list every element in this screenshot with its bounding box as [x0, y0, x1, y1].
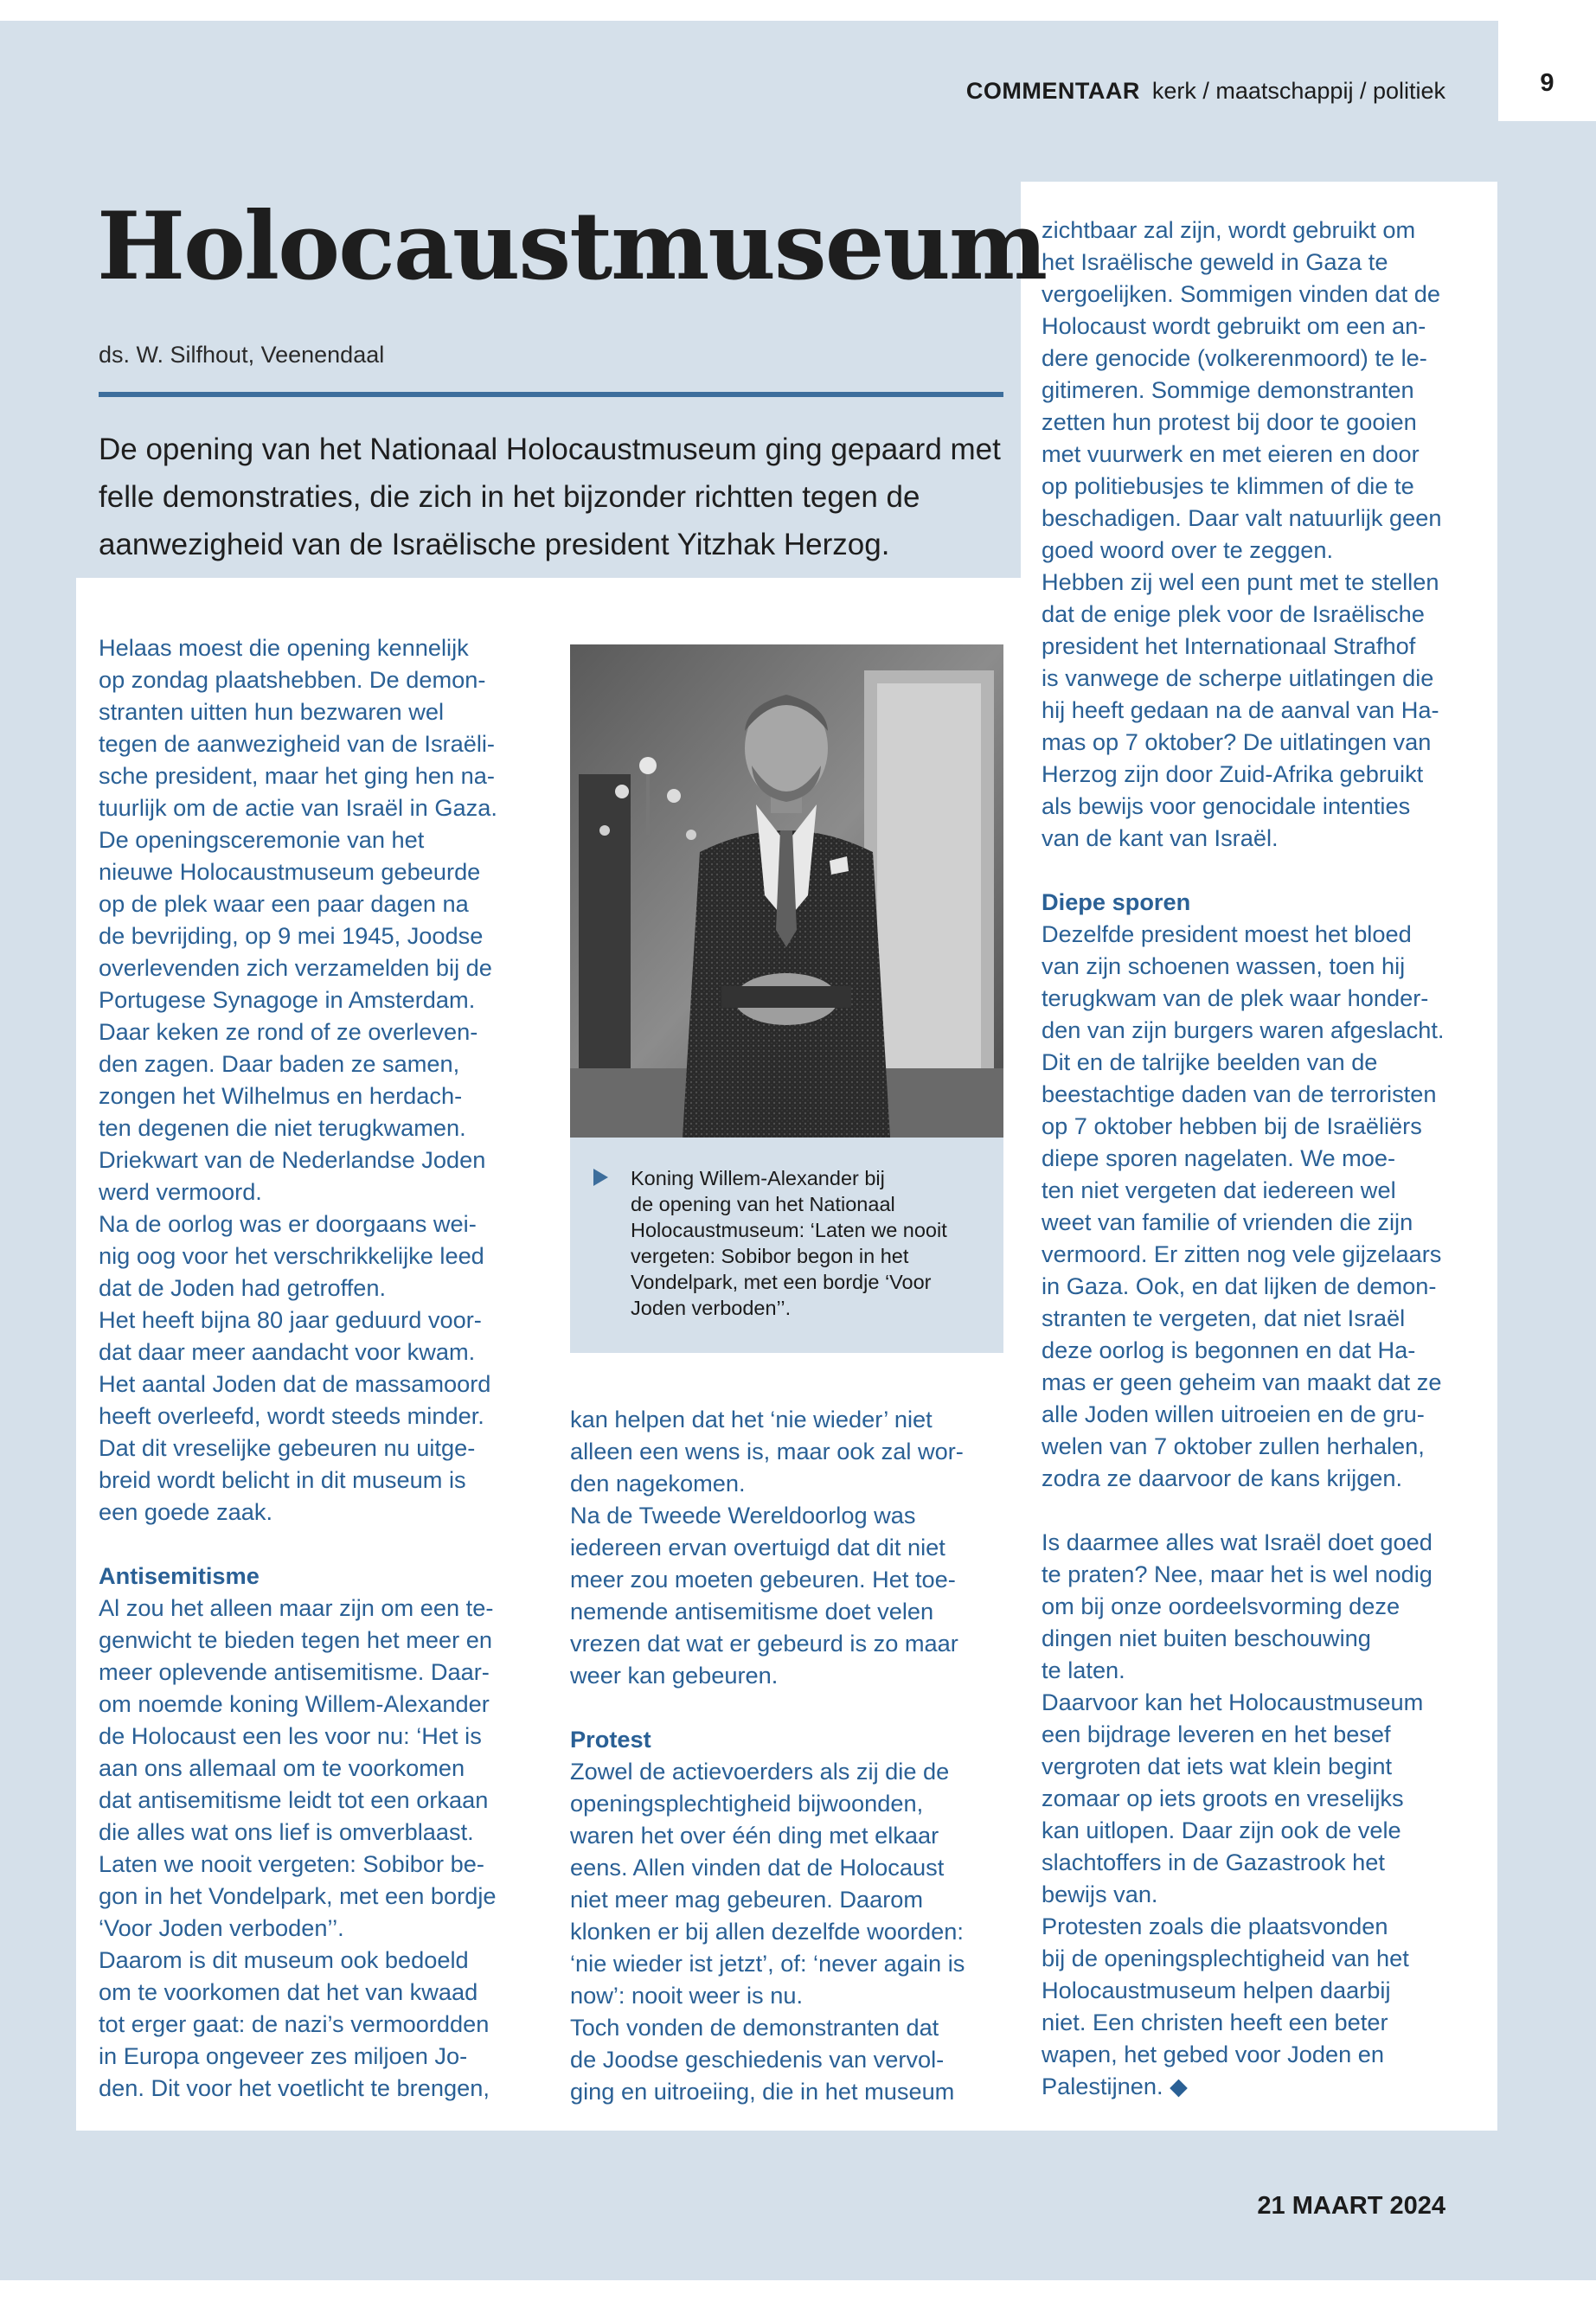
text-line: tot erger gaat: de nazi’s vermoordden	[99, 2010, 490, 2037]
text-line: welen van 7 oktober zullen herhalen,	[1042, 1433, 1425, 1459]
paragraph-spacer	[570, 1691, 1003, 1723]
text-line: Holocaust wordt gebruikt om een an-	[1042, 312, 1426, 339]
text-line: terugkwam van de plek waar honder-	[1042, 984, 1429, 1011]
text-line: nig oog voor het verschrikkelijke leed	[99, 1242, 484, 1269]
text-line: openingsplechtigheid bijwoonden,	[570, 1790, 924, 1817]
text-line: ten degenen die niet terugkwamen.	[99, 1114, 466, 1141]
text-line: dere genocide (volkerenmoord) te le-	[1042, 344, 1427, 371]
text-line: Het heeft bijna 80 jaar geduurd voor-	[99, 1306, 482, 1333]
text-line: in Gaza. Ook, en dat lijken de demon-	[1042, 1272, 1437, 1299]
section-heading: Protest	[570, 1726, 651, 1753]
text-line: Daar keken ze rond of ze overleven-	[99, 1018, 478, 1045]
text-line: op zondag plaatshebben. De demon-	[99, 666, 486, 693]
text-line: ‘nie wieder ist jetzt’, of: ‘never again is	[570, 1950, 965, 1977]
text-line: heeft overleefd, wordt steeds minder.	[99, 1402, 484, 1429]
text-line: als bewijs voor genocidale intenties	[1042, 792, 1411, 819]
text-line: ging en uitroeiing, die in het museum	[570, 2078, 955, 2105]
text-line: dat de enige plek voor de Israëlische	[1042, 600, 1425, 627]
text-line: Protesten zoals die plaatsvonden	[1042, 1913, 1388, 1939]
text-line: te praten? Nee, maar het is wel nodig	[1042, 1561, 1433, 1587]
text-line: vrezen dat wat er gebeurd is zo maar	[570, 1630, 958, 1657]
paragraph-spacer	[1042, 854, 1483, 886]
text-line: alle Joden willen uitroeien en de gru-	[1042, 1400, 1425, 1427]
text-line: op politiebusjes te klimmen of die te	[1042, 472, 1414, 499]
article-column-1	[99, 631, 540, 2104]
text-line: zodra ze daarvoor de kans krijgen.	[1042, 1465, 1403, 1491]
text-line: de Joodse geschiedenis van vervol-	[570, 2046, 945, 2073]
text-line: zichtbaar zal zijn, wordt gebruikt om	[1042, 216, 1416, 243]
text-line: nieuwe Holocaustmuseum gebeurde	[99, 858, 481, 885]
text-line: alleen een wens is, maar ook zal wor-	[570, 1438, 964, 1465]
text-line: kan uitlopen. Daar zijn ook de vele	[1042, 1817, 1401, 1843]
publication-date: 21 MAART 2024	[1257, 2192, 1445, 2220]
article-author: ds. W. Silfhout, Veenendaal	[99, 342, 385, 368]
article-column-3	[1042, 214, 1483, 2102]
text-line: now’: nooit weer is nu.	[570, 1982, 803, 2009]
text-line: goed woord over te zeggen.	[1042, 536, 1334, 563]
text-line: De openingsceremonie van het	[99, 826, 425, 853]
text-line: is vanwege de scherpe uitlatingen die	[1042, 664, 1434, 691]
text-line: waren het over één ding met elkaar	[570, 1822, 939, 1849]
text-line: bij de openingsplechtigheid van het	[1042, 1945, 1409, 1971]
text-line: zongen het Wilhelmus en herdach-	[99, 1082, 463, 1109]
text-line: het Israëlische geweld in Gaza te	[1042, 248, 1388, 275]
caption-arrow-icon	[593, 1169, 608, 1186]
text-line: aan ons allemaal om te voorkomen	[99, 1754, 465, 1781]
text-line: den zagen. Daar baden ze samen,	[99, 1050, 460, 1077]
text-line: Toch vonden de demonstranten dat	[570, 2014, 939, 2041]
text-line: stranten te vergeten, dat niet Israël	[1042, 1304, 1406, 1331]
text-line: Al zou het alleen maar zijn om een te-	[99, 1594, 494, 1621]
section-heading: Diepe sporen	[1042, 888, 1191, 915]
text-line: ‘Voor Joden verboden’’.	[99, 1914, 344, 1941]
article-title: Holocaustmuseum	[97, 192, 1047, 301]
text-line: nemende antisemitisme doet velen	[570, 1598, 934, 1625]
text-line: Na de oorlog was er doorgaans wei-	[99, 1210, 477, 1237]
text-line: genwicht te bieden tegen het meer en	[99, 1626, 492, 1653]
text-line: Daarom is dit museum ook bedoeld	[99, 1946, 469, 1973]
text-line: gon in het Vondelpark, met een bordje	[99, 1882, 497, 1909]
text-line: hij heeft gedaan na de aanval van Ha-	[1042, 696, 1439, 723]
text-line: een goede zaak.	[99, 1498, 273, 1525]
page-number: 9	[1540, 69, 1554, 97]
section-heading: Antisemitisme	[99, 1562, 260, 1589]
text-line: overlevenden zich verzamelden bij de	[99, 954, 492, 981]
photo-caption-box	[570, 1138, 1003, 1353]
text-line: Portugese Synagoge in Amsterdam.	[99, 986, 476, 1013]
text-line: in Europa ongeveer zes miljoen Jo-	[99, 2042, 468, 2069]
text-line: werd vermoord.	[99, 1178, 262, 1205]
paragraph-spacer	[99, 1528, 540, 1560]
page-number-box	[1498, 21, 1596, 121]
article-photo	[570, 644, 1003, 1138]
text-line: de Holocaust een les voor nu: ‘Het is	[99, 1722, 482, 1749]
text-line: breid wordt belicht in dit museum is	[99, 1466, 466, 1493]
text-line: vergroten dat iets wat klein begint	[1042, 1753, 1393, 1779]
text-line: Dat dit vreselijke gebeuren nu uitge-	[99, 1434, 476, 1461]
text-line: beestachtige daden van de terroristen	[1042, 1080, 1437, 1107]
text-line: van zijn schoenen wassen, toen hij	[1042, 952, 1406, 979]
text-line: Palestijnen. ◆	[1042, 2073, 1189, 2099]
text-line: Hebben zij wel een punt met te stellen	[1042, 568, 1439, 595]
text-line: den nagekomen.	[570, 1470, 746, 1497]
text-line: die alles wat ons lief is omverblaast.	[99, 1818, 474, 1845]
text-line: sche president, maar het ging hen na-	[99, 762, 495, 789]
text-line: meer zou moeten gebeuren. Het toe-	[570, 1566, 956, 1593]
text-line: op 7 oktober hebben bij de Israëliërs	[1042, 1112, 1422, 1139]
text-line: dat antisemitisme leidt tot een orkaan	[99, 1786, 489, 1813]
text-line: Zowel de actievoerders als zij die de	[570, 1758, 950, 1785]
text-line: om noemde koning Willem-Alexander	[99, 1690, 490, 1717]
text-line: Het aantal Joden dat de massamoord	[99, 1370, 491, 1397]
section-header	[966, 78, 1445, 105]
text-line: met vuurwerk en met eieren en door	[1042, 440, 1420, 467]
text-line: Driekwart van de Nederlandse Joden	[99, 1146, 486, 1173]
section-label: COMMENTAAR	[965, 78, 1140, 104]
text-line: Dit en de talrijke beelden van de	[1042, 1048, 1378, 1075]
text-line: niet. Een christen heeft een beter	[1042, 2009, 1388, 2035]
photo-caption	[631, 1165, 985, 1321]
text-line: tuurlijk om de actie van Israël in Gaza.	[99, 794, 497, 821]
caption-line: de opening van het Nationaal	[631, 1193, 895, 1215]
caption-line: Koning Willem-Alexander bij	[631, 1167, 885, 1189]
text-line: Daarvoor kan het Holocaustmuseum	[1042, 1689, 1424, 1715]
text-line: zetten hun protest bij door te gooien	[1042, 408, 1417, 435]
text-line: bewijs van.	[1042, 1881, 1158, 1907]
text-line: Is daarmee alles wat Israël doet goed	[1042, 1529, 1433, 1555]
article-column-2	[570, 1403, 1003, 2107]
photo-king-willem-alexander	[570, 644, 1003, 1138]
text-line: weer kan gebeuren.	[570, 1662, 779, 1689]
text-line: om te voorkomen dat het van kwaad	[99, 1978, 478, 2005]
article-lead: De opening van het Nationaal Holocaustmuseum ging gepaard met felle demonstraties, die zich in het bijzonder richtten tegen de aanwezigheid van de Israëlische president Yitzhak Herzog.	[99, 433, 1001, 561]
text-line: meer oplevende antisemitisme. Daar-	[99, 1658, 490, 1685]
text-line: ten niet vergeten dat iedereen wel	[1042, 1176, 1396, 1203]
text-line: mas op 7 oktober? De uitlatingen van	[1042, 728, 1432, 755]
title-divider	[99, 392, 1003, 397]
text-line: te laten.	[1042, 1657, 1125, 1683]
text-line: eens. Allen vinden dat de Holocaust	[570, 1854, 945, 1881]
text-line: diepe sporen nagelaten. We moe-	[1042, 1144, 1396, 1171]
text-line: dingen niet buiten beschouwing	[1042, 1625, 1371, 1651]
text-line: de bevrijding, op 9 mei 1945, Joodse	[99, 922, 484, 949]
text-line: iedereen ervan overtuigd dat dit niet	[570, 1534, 945, 1561]
text-line: Holocaustmuseum helpen daarbij	[1042, 1977, 1391, 2003]
text-line: tegen de aanwezigheid van de Israëli-	[99, 730, 495, 757]
text-line: klonken er bij allen dezelfde woorden:	[570, 1918, 964, 1945]
text-line: Laten we nooit vergeten: Sobibor be-	[99, 1850, 484, 1877]
section-topics: kerk / maatschappij / politiek	[1151, 78, 1445, 104]
text-line: den. Dit voor het voetlicht te brengen,	[99, 2074, 490, 2101]
text-line: een bijdrage leveren en het besef	[1042, 1721, 1391, 1747]
text-line: Helaas moest die opening kennelijk	[99, 634, 469, 661]
text-line: wapen, het gebed voor Joden en	[1042, 2041, 1385, 2067]
text-line: beschadigen. Daar valt natuurlijk geen	[1042, 504, 1442, 531]
paragraph-spacer	[1042, 1494, 1483, 1526]
text-line: van de kant van Israël.	[1042, 824, 1279, 851]
text-line: gitimeren. Sommige demonstranten	[1042, 376, 1414, 403]
text-line: slachtoffers in de Gazastrook het	[1042, 1849, 1385, 1875]
caption-line: Joden verboden’’.	[631, 1297, 792, 1319]
text-line: vergoelijken. Sommigen vinden dat de	[1042, 280, 1440, 307]
text-line: om bij onze oordeelsvorming deze	[1042, 1593, 1401, 1619]
text-line: den van zijn burgers waren afgeslacht.	[1042, 1016, 1445, 1043]
text-line: zomaar op iets groots en vreselijks	[1042, 1785, 1404, 1811]
caption-line: Vondelpark, met een bordje ‘Voor	[631, 1271, 932, 1293]
text-line: kan helpen dat het ‘nie wieder’ niet	[570, 1406, 933, 1433]
text-line: Na de Tweede Wereldoorlog was	[570, 1502, 916, 1529]
text-line: mas er geen geheim van maakt dat ze	[1042, 1368, 1442, 1395]
text-line: op de plek waar een paar dagen na	[99, 890, 469, 917]
text-line: niet meer mag gebeuren. Daarom	[570, 1886, 924, 1913]
text-line: stranten uitten hun bezwaren wel	[99, 698, 444, 725]
text-line: dat de Joden had getroffen.	[99, 1274, 387, 1301]
text-line: weet van familie of vrienden die zijn	[1042, 1208, 1413, 1235]
text-line: president het Internationaal Strafhof	[1042, 632, 1416, 659]
text-line: Dezelfde president moest het bloed	[1042, 920, 1412, 947]
caption-line: Holocaustmuseum: ‘Laten we nooit	[631, 1219, 947, 1241]
caption-line: vergeten: Sobibor begon in het	[631, 1245, 909, 1267]
text-line: dat daar meer aandacht voor kwam.	[99, 1338, 476, 1365]
text-line: deze oorlog is begonnen en dat Ha-	[1042, 1336, 1416, 1363]
text-line: Herzog zijn door Zuid-Afrika gebruikt	[1042, 760, 1424, 787]
text-line: vermoord. Er zitten nog vele gijzelaars	[1042, 1240, 1442, 1267]
